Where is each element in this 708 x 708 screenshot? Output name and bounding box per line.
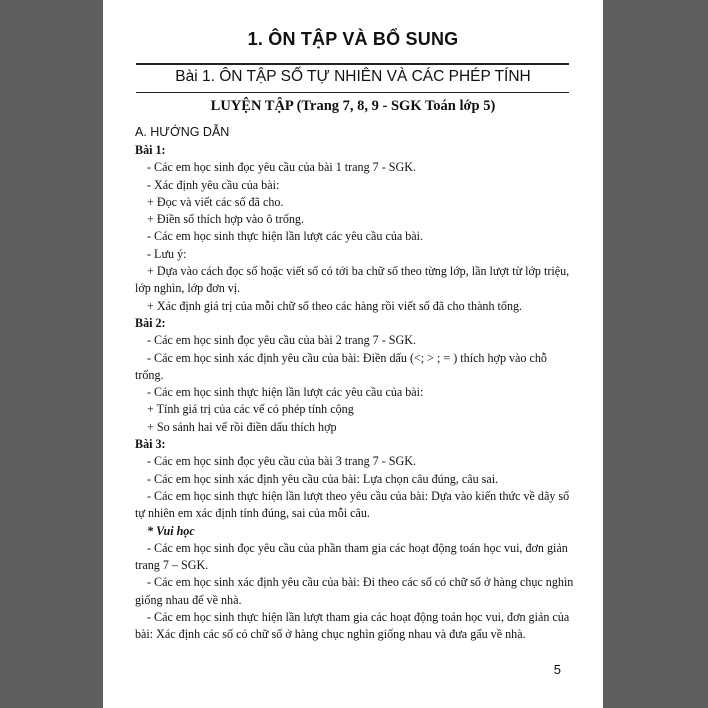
exercise-3-heading: Bài 3: (135, 437, 166, 452)
exercise-2-heading: Bài 2: (135, 315, 166, 330)
page-number: 5 (553, 662, 561, 677)
paragraph: - Các em học sinh xác định yêu cầu của bài: Điền dấu (<; > ; = ) thích hợp vào chỗ trống. (135, 350, 547, 382)
vui-hoc-heading: * Vui học (147, 523, 195, 538)
paragraph: + Tính giá trị của các vế có phép tính cộng (147, 402, 354, 417)
paragraph: + Xác định giá trị của mỗi chữ số theo các hàng rồi viết số đã cho thành tổng. (147, 298, 523, 313)
paragraph: + Dựa vào cách đọc số hoặc viết số có tới ba chữ số theo từng lớp, lần lượt từ lớp triệu, lớp nghìn, lớp đơn vị. (135, 264, 570, 296)
paragraph: + Điền số thích hợp vào ô trống. (147, 212, 304, 227)
paragraph: - Các em học sinh thực hiện lần lượt tham gia các hoạt động toán học vui, đơn giản của bài: Xác định các số có chữ số ở hàng chục nghìn giống nhau và đưa gấu về nhà. (135, 610, 570, 642)
right-margin-bar (603, 0, 708, 708)
paragraph: - Các em học sinh thực hiện lần lượt các yêu cầu của bài. (147, 229, 424, 244)
paragraph: - Các em học sinh thực hiện lần lượt các yêu cầu của bài: (147, 385, 424, 400)
paragraph: + So sánh hai vế rồi điền dấu thích hợp (147, 419, 337, 434)
exercise-1-heading: Bài 1: (135, 143, 166, 157)
practice-title: LUYỆN TẬP (Trang 7, 8, 9 - SGK Toán lớp 5) (210, 98, 496, 114)
paragraph: + Đọc và viết các số đã cho. (147, 194, 284, 209)
paragraph: - Xác định yêu cầu của bài: (147, 177, 280, 192)
document-body (135, 142, 575, 644)
paragraph: - Các em học sinh xác định yêu cầu của bài: Đi theo các số có chữ số ở hàng chục nghìn giống nhau để về nhà. (135, 575, 574, 607)
left-margin-bar (0, 0, 103, 708)
paragraph: - Các em học sinh xác định yêu cầu của bài: Lựa chọn câu đúng, câu sai. (147, 471, 499, 486)
paragraph: - Các em học sinh đọc yêu cầu của bài 3 trang 7 - SGK. (147, 454, 417, 469)
bottom-rule (136, 92, 569, 93)
paragraph: - Các em học sinh thực hiện lần lượt theo yêu cầu của bài: Dựa vào kiến thức về dãy số tự nhiên em xác định tính đúng, sai của mỗi câu. (135, 488, 570, 521)
document-page (103, 0, 603, 708)
chapter-title: 1. ÔN TẬP VÀ BỔ SUNG (247, 29, 459, 49)
top-rule (136, 63, 569, 65)
paragraph: - Các em học sinh đọc yêu cầu của bài 2 trang 7 - SGK. (147, 333, 417, 348)
section-title: A. HƯỚNG DẪN (135, 125, 230, 139)
paragraph: - Các em học sinh đọc yêu cầu của phần tham gia các hoạt động toán học vui, đơn giản trang 7 – SGK. (135, 540, 568, 573)
lesson-title: Bài 1. ÔN TẬP SỐ TỰ NHIÊN VÀ CÁC PHÉP TÍNH (175, 68, 531, 85)
paragraph: - Các em học sinh đọc yêu cầu của bài 1 trang 7 - SGK. (147, 160, 417, 175)
paragraph: - Lưu ý: (147, 246, 187, 261)
